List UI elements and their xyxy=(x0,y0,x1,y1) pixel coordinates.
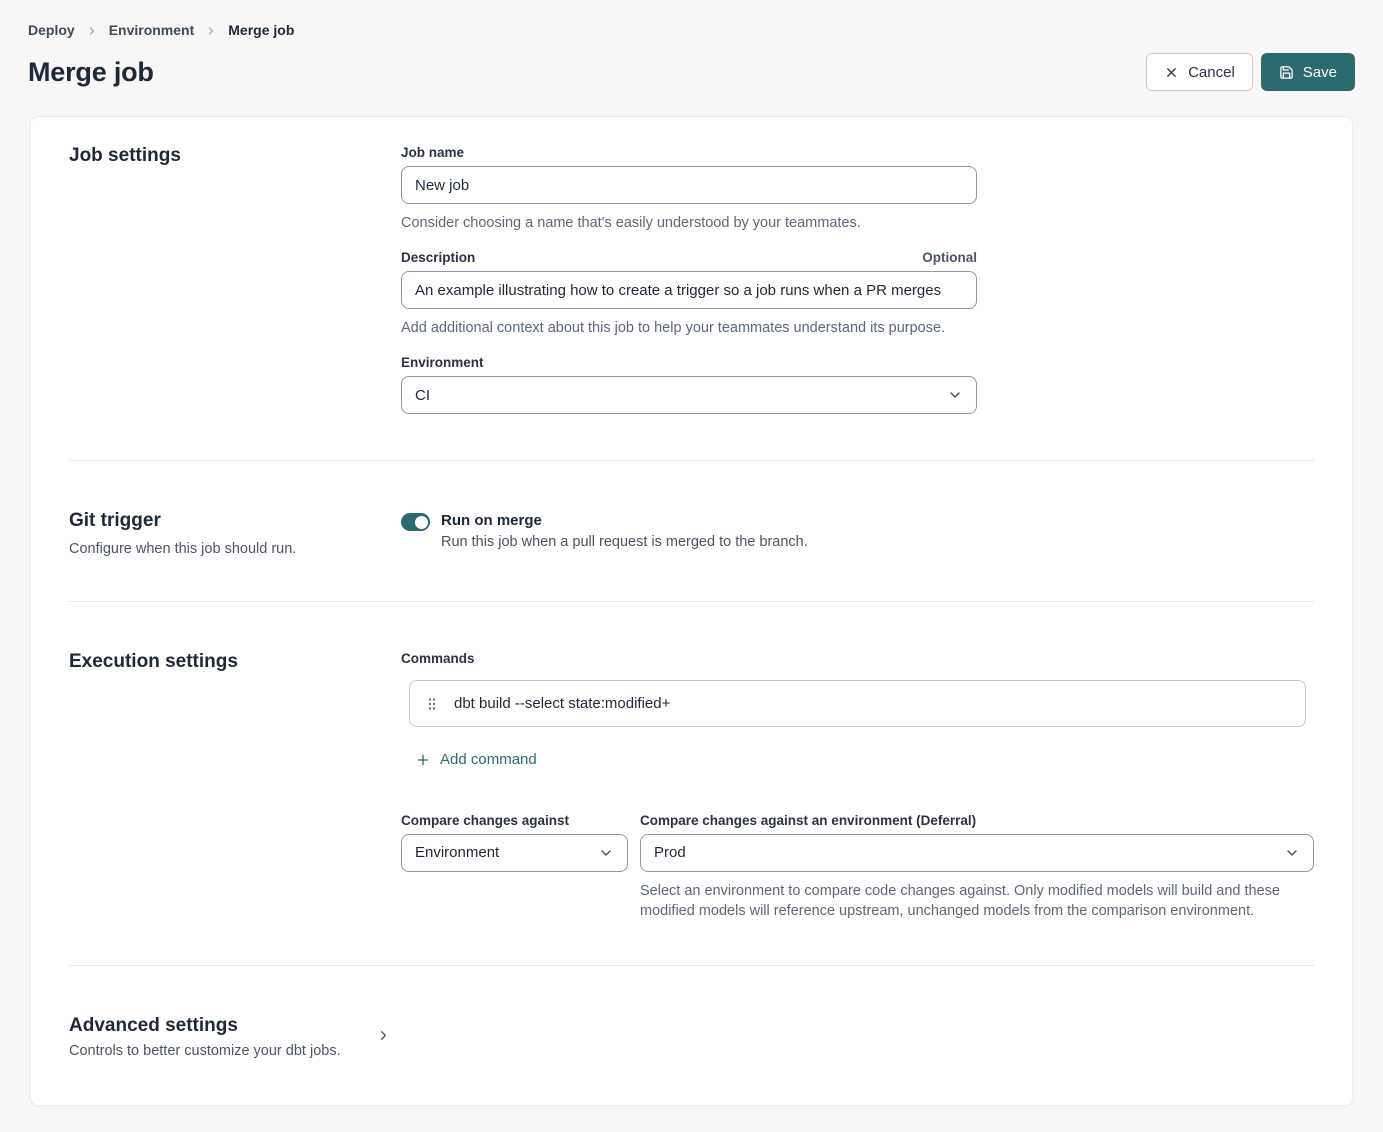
section-git-trigger xyxy=(69,460,1314,601)
description-helper: Add additional context about this job to help your teammates understand its purpose. xyxy=(401,320,946,336)
advanced-settings-heading: Advanced settings xyxy=(69,1014,238,1036)
chevron-right-icon[interactable] xyxy=(376,1028,391,1043)
git-trigger-subheading: Configure when this job should run. xyxy=(69,541,297,557)
drag-handle-icon[interactable] xyxy=(424,696,440,712)
cancel-button-label: Cancel xyxy=(1188,63,1235,81)
breadcrumb xyxy=(28,22,1355,38)
job-settings-heading: Job settings xyxy=(69,145,181,166)
compare-select[interactable] xyxy=(401,834,628,872)
toggle-knob xyxy=(415,516,428,529)
deferral-select[interactable] xyxy=(640,834,1314,872)
section-job-settings xyxy=(69,117,1314,460)
deferral-helper: Select an environment to compare code changes against. Only modified models will build and these modified models will reference upstream, unchanged models from the comparison environment. xyxy=(640,882,1280,919)
command-row[interactable] xyxy=(409,680,1306,727)
section-execution-settings xyxy=(69,601,1314,965)
run-on-merge-toggle[interactable] xyxy=(401,513,430,531)
description-optional-badge: Optional xyxy=(922,250,977,265)
save-button[interactable] xyxy=(1261,53,1355,91)
command-text[interactable]: dbt build --select state:modified+ xyxy=(454,695,671,712)
breadcrumb-separator-icon xyxy=(205,25,217,37)
top-bar xyxy=(0,0,1383,91)
page-title: Merge job xyxy=(28,56,154,87)
run-on-merge-row xyxy=(401,512,1314,550)
advanced-settings-subheading: Controls to better customize your dbt jobs. xyxy=(69,1042,341,1059)
description-label: Description xyxy=(401,250,476,265)
commands-label: Commands xyxy=(401,651,475,666)
environment-field-group xyxy=(401,355,977,414)
header-actions xyxy=(1146,53,1355,91)
compare-field-group xyxy=(401,813,628,921)
job-name-field-group xyxy=(401,145,977,233)
breadcrumb-environment[interactable]: Environment xyxy=(108,22,195,38)
deferral-select-value: Prod xyxy=(654,844,686,861)
chevron-down-icon xyxy=(1284,845,1300,861)
breadcrumb-merge-job: Merge job xyxy=(228,22,295,38)
git-trigger-heading: Git trigger xyxy=(69,510,161,531)
chevron-down-icon xyxy=(598,845,614,861)
description-input[interactable] xyxy=(401,271,977,309)
job-form-card xyxy=(30,116,1353,1106)
compare-label: Compare changes against xyxy=(401,812,570,828)
section-advanced-settings[interactable] xyxy=(69,965,1314,1105)
save-button-label: Save xyxy=(1302,63,1337,81)
description-field-group xyxy=(401,250,977,338)
breadcrumb-deploy[interactable]: Deploy xyxy=(28,22,75,38)
chevron-down-icon xyxy=(947,387,963,403)
cancel-button[interactable] xyxy=(1146,53,1253,91)
deferral-field-group xyxy=(640,813,1314,921)
environment-select[interactable] xyxy=(401,376,977,414)
environment-label: Environment xyxy=(401,355,484,370)
execution-settings-heading: Execution settings xyxy=(69,651,238,672)
deferral-label: Compare changes against an environment (Deferral) xyxy=(640,812,977,828)
run-on-merge-description: Run this job when a pull request is merged to the branch. xyxy=(441,534,808,550)
compare-select-value: Environment xyxy=(415,844,500,861)
job-name-label: Job name xyxy=(401,145,465,160)
environment-select-value: CI xyxy=(415,386,430,404)
add-command-button[interactable] xyxy=(415,751,537,768)
close-icon xyxy=(1164,65,1179,80)
run-on-merge-label: Run on merge xyxy=(441,512,542,529)
save-icon xyxy=(1279,65,1294,80)
breadcrumb-separator-icon xyxy=(86,25,98,37)
add-command-label: Add command xyxy=(440,751,537,768)
job-name-helper: Consider choosing a name that's easily understood by your teammates. xyxy=(401,215,861,231)
plus-icon xyxy=(415,752,431,768)
job-name-input[interactable] xyxy=(401,166,977,204)
